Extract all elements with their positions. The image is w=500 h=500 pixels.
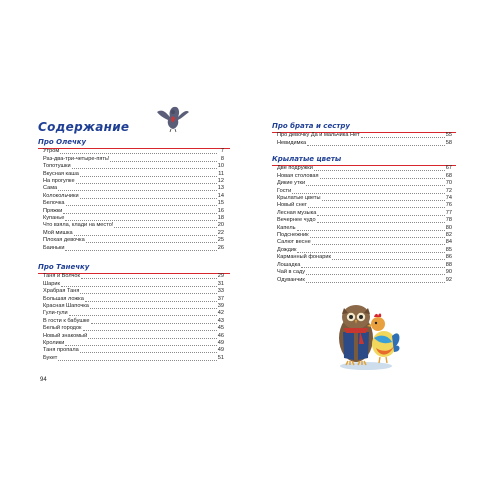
toc-leader-dots — [72, 168, 217, 169]
bird-icon — [155, 104, 191, 134]
toc-entry[interactable] — [38, 354, 224, 361]
toc-entry-page: 42 — [217, 310, 224, 317]
toc-entry-page: 72 — [445, 187, 452, 194]
toc-leader-dots — [69, 315, 217, 316]
toc-leader-dots — [317, 215, 444, 216]
toc-leader-dots — [85, 301, 217, 302]
owl-and-rooster-illustration — [330, 300, 405, 372]
toc-entry-page: 33 — [217, 288, 224, 295]
toc-entry-title: Колокольчики — [43, 192, 79, 199]
toc-entry-title: Белый городок — [43, 325, 82, 332]
toc-entry-page: 82 — [445, 232, 452, 239]
toc-entry-title: В гости к бабушке — [43, 317, 90, 324]
toc-entry[interactable] — [272, 165, 452, 172]
toc-entry-title: Новый знакомый — [43, 332, 88, 339]
toc-entry-page: 46 — [217, 332, 224, 339]
toc-entry-title: Белочка — [43, 200, 65, 207]
toc-entry[interactable] — [272, 217, 452, 224]
toc-entry[interactable] — [38, 273, 224, 280]
toc-leader-dots — [306, 282, 445, 283]
toc-entry[interactable] — [38, 229, 224, 236]
toc-leader-dots — [80, 352, 217, 353]
toc-leader-dots — [65, 220, 216, 221]
toc-entry[interactable] — [272, 139, 452, 146]
toc-entry[interactable] — [38, 148, 224, 155]
toc-leader-dots — [361, 137, 445, 138]
toc-leader-dots — [88, 338, 217, 339]
toc-leader-dots — [81, 278, 217, 279]
toc-entry-page: 10 — [217, 163, 224, 170]
toc-entry-title: Карманный фонарик — [277, 254, 331, 261]
toc-entry-title: Подснежник — [277, 232, 309, 239]
toc-entry[interactable] — [272, 187, 452, 194]
toc-entry-title: Чай в саду — [277, 269, 306, 276]
toc-entry-title: Лесная музыка — [277, 209, 317, 216]
toc-entry[interactable] — [272, 172, 452, 179]
toc-entry[interactable] — [38, 317, 224, 324]
toc-entry[interactable] — [38, 215, 224, 222]
toc-leader-dots — [110, 161, 217, 162]
toc-leader-dots — [301, 267, 444, 268]
toc-entry[interactable] — [272, 269, 452, 276]
toc-entry-page: 29 — [217, 273, 224, 280]
toc-entry-title: Букет — [43, 354, 58, 361]
toc-entry[interactable] — [272, 132, 452, 139]
toc-entry-title: Крылатые цветы — [277, 195, 321, 202]
toc-entry[interactable] — [38, 325, 224, 332]
toc-entry-title: Новая столовая — [277, 172, 319, 179]
toc-entry-page: 8 — [220, 155, 224, 162]
toc-leader-dots — [314, 170, 445, 171]
toc-entry[interactable] — [38, 244, 224, 251]
toc-entry-title: Пряжки — [43, 207, 63, 214]
toc-entry[interactable] — [38, 288, 224, 295]
toc-entry-title: Две подружки — [277, 165, 313, 172]
toc-leader-dots — [322, 200, 445, 201]
toc-leader-dots — [306, 185, 445, 186]
toc-leader-dots — [320, 178, 445, 179]
toc-entry-title: Баиньки — [43, 244, 65, 251]
toc-entry-page: 67 — [445, 165, 452, 172]
toc-entry-page: 13 — [217, 185, 224, 192]
toc-entry[interactable] — [38, 200, 224, 207]
toc-entry-page: 92 — [445, 276, 452, 283]
section-heading-olechka: Про Олечку — [38, 138, 230, 149]
toc-entry-page: 78 — [445, 217, 452, 224]
toc-leader-dots — [65, 345, 216, 346]
toc-entry[interactable] — [38, 237, 224, 244]
toc-entry-page: 70 — [445, 180, 452, 187]
toc-entry[interactable] — [38, 185, 224, 192]
toc-entry[interactable] — [272, 261, 452, 268]
toc-entry[interactable] — [38, 295, 224, 302]
toc-leader-dots — [91, 323, 217, 324]
toc-leader-dots — [114, 227, 216, 228]
toc-entry-page: 14 — [217, 192, 224, 199]
section-heading-brother-sister: Про брата и сестру — [272, 122, 456, 133]
toc-entry-page: 20 — [217, 222, 224, 229]
toc-entry-page: 12 — [217, 178, 224, 185]
toc-list-brother-sister — [272, 132, 452, 147]
toc-entry-page: 26 — [217, 244, 224, 251]
toc-entry-title: Вкусная каша — [43, 170, 79, 177]
toc-entry-page: 11 — [218, 170, 224, 177]
toc-entry[interactable] — [38, 310, 224, 317]
toc-entry[interactable] — [38, 207, 224, 214]
toc-leader-dots — [58, 190, 217, 191]
toc-entry-title: Салют весне — [277, 239, 311, 246]
toc-entry-title: Гули-гули — [43, 310, 68, 317]
toc-entry-page: 7 — [220, 148, 224, 155]
toc-entry[interactable] — [272, 209, 452, 216]
toc-entry-title: Утром — [43, 148, 60, 155]
toc-leader-dots — [306, 274, 445, 275]
page-title: Содержание — [38, 120, 130, 134]
toc-entry-title: Шарик — [43, 280, 60, 287]
toc-entry[interactable] — [38, 340, 224, 347]
toc-entry[interactable] — [38, 163, 224, 170]
toc-entry-page: 18 — [217, 215, 224, 222]
toc-entry[interactable] — [38, 280, 224, 287]
toc-entry[interactable] — [272, 276, 452, 283]
toc-entry-title: На прогулке — [43, 178, 75, 185]
toc-entry-title: Купанье — [43, 215, 65, 222]
toc-entry[interactable] — [272, 239, 452, 246]
toc-entry-page: 77 — [445, 209, 452, 216]
toc-leader-dots — [308, 207, 445, 208]
toc-leader-dots — [80, 176, 217, 177]
toc-entry-page: 45 — [217, 325, 224, 332]
page-number: 94 — [40, 377, 47, 383]
toc-leader-dots — [90, 308, 217, 309]
toc-entry-title: Таня и Волчок — [43, 273, 80, 280]
toc-entry-page: 76 — [445, 202, 452, 209]
toc-entry-page: 86 — [445, 254, 452, 261]
toc-entry-page: 22 — [217, 229, 224, 236]
toc-leader-dots — [61, 286, 217, 287]
toc-leader-dots — [312, 244, 445, 245]
toc-leader-dots — [332, 259, 445, 260]
toc-leader-dots — [58, 360, 216, 361]
toc-list-olechka — [38, 148, 224, 252]
toc-entry-title: Про девочку Да и мальчика Нет — [277, 132, 360, 139]
toc-leader-dots — [307, 145, 445, 146]
toc-entry-title: Новый снег — [277, 202, 307, 209]
toc-entry[interactable] — [272, 224, 452, 231]
toc-entry-title: Одуванчик — [277, 276, 305, 283]
toc-leader-dots — [76, 183, 217, 184]
toc-leader-dots — [74, 235, 217, 236]
toc-entry-title: Гости — [277, 187, 292, 194]
toc-entry-page: 85 — [445, 246, 452, 253]
toc-entry-title: Капель — [277, 224, 296, 231]
toc-entry-page: 88 — [445, 261, 452, 268]
toc-entry-page: 80 — [445, 224, 452, 231]
toc-entry-page: 37 — [217, 295, 224, 302]
toc-entry[interactable] — [38, 170, 224, 177]
toc-entry[interactable] — [272, 180, 452, 187]
toc-entry-page: 43 — [217, 317, 224, 324]
toc-entry-page: 49 — [217, 340, 224, 347]
toc-entry-title: Храбрая Таня — [43, 288, 80, 295]
toc-entry-title: Раз-два-три-четыре-пять! — [43, 155, 110, 162]
toc-entry-page: 49 — [217, 347, 224, 354]
toc-entry-page: 25 — [217, 237, 224, 244]
toc-entry-title: Лошадка — [277, 261, 301, 268]
toc-entry[interactable] — [38, 178, 224, 185]
toc-leader-dots — [86, 242, 217, 243]
toc-leader-dots — [297, 252, 444, 253]
toc-entry[interactable] — [38, 192, 224, 199]
toc-entry[interactable] — [272, 195, 452, 202]
toc-entry[interactable] — [38, 155, 224, 162]
toc-entry-title: Красная Шапочка — [43, 303, 89, 310]
toc-entry-title: Невидимка — [277, 139, 307, 146]
toc-entry-page: 51 — [217, 354, 224, 361]
toc-entry-title: Таня пропала — [43, 347, 79, 354]
toc-entry[interactable] — [272, 246, 452, 253]
toc-entry-title: Большая ложка — [43, 295, 84, 302]
toc-leader-dots — [292, 193, 445, 194]
toc-entry-title: Вечернее чудо — [277, 217, 316, 224]
toc-leader-dots — [80, 198, 217, 199]
toc-list-tanechka — [38, 273, 224, 362]
toc-leader-dots — [63, 213, 216, 214]
toc-list-winged-flowers — [272, 165, 452, 284]
toc-entry-title: Кролики — [43, 340, 65, 347]
toc-leader-dots — [80, 293, 216, 294]
toc-entry-page: 74 — [445, 195, 452, 202]
toc-entry-page: 39 — [217, 303, 224, 310]
toc-leader-dots — [65, 250, 216, 251]
toc-entry-title: Дикие утки — [277, 180, 306, 187]
toc-entry-title: Что взяла, клади на место! — [43, 222, 114, 229]
toc-entry-page: 68 — [445, 172, 452, 179]
toc-leader-dots — [60, 153, 217, 154]
toc-entry[interactable] — [272, 254, 452, 261]
toc-leader-dots — [310, 237, 445, 238]
section-heading-tanechka: Про Танечку — [38, 263, 230, 274]
toc-entry[interactable] — [38, 303, 224, 310]
toc-entry-title: Мой мишка — [43, 229, 73, 236]
toc-entry[interactable] — [38, 347, 224, 354]
toc-leader-dots — [83, 330, 217, 331]
toc-entry-title: Плохая девочка — [43, 237, 85, 244]
toc-entry-page: 15 — [217, 200, 224, 207]
toc-entry-page: 84 — [445, 239, 452, 246]
toc-leader-dots — [317, 222, 445, 223]
toc-entry[interactable] — [272, 202, 452, 209]
toc-leader-dots — [297, 230, 445, 231]
section-heading-winged-flowers: Крылатые цветы — [272, 155, 456, 166]
toc-entry-page: 31 — [217, 280, 224, 287]
toc-entry-title: Дождик — [277, 246, 297, 253]
toc-entry-page: 58 — [445, 139, 452, 146]
toc-entry-title: Топотушки — [43, 163, 71, 170]
toc-entry-page: 16 — [217, 207, 224, 214]
toc-entry[interactable] — [38, 332, 224, 339]
toc-leader-dots — [66, 205, 217, 206]
toc-entry-page: 90 — [445, 269, 452, 276]
toc-entry[interactable] — [38, 222, 224, 229]
toc-entry-page: 55 — [445, 132, 452, 139]
toc-entry[interactable] — [272, 232, 452, 239]
toc-entry-title: Сама — [43, 185, 58, 192]
